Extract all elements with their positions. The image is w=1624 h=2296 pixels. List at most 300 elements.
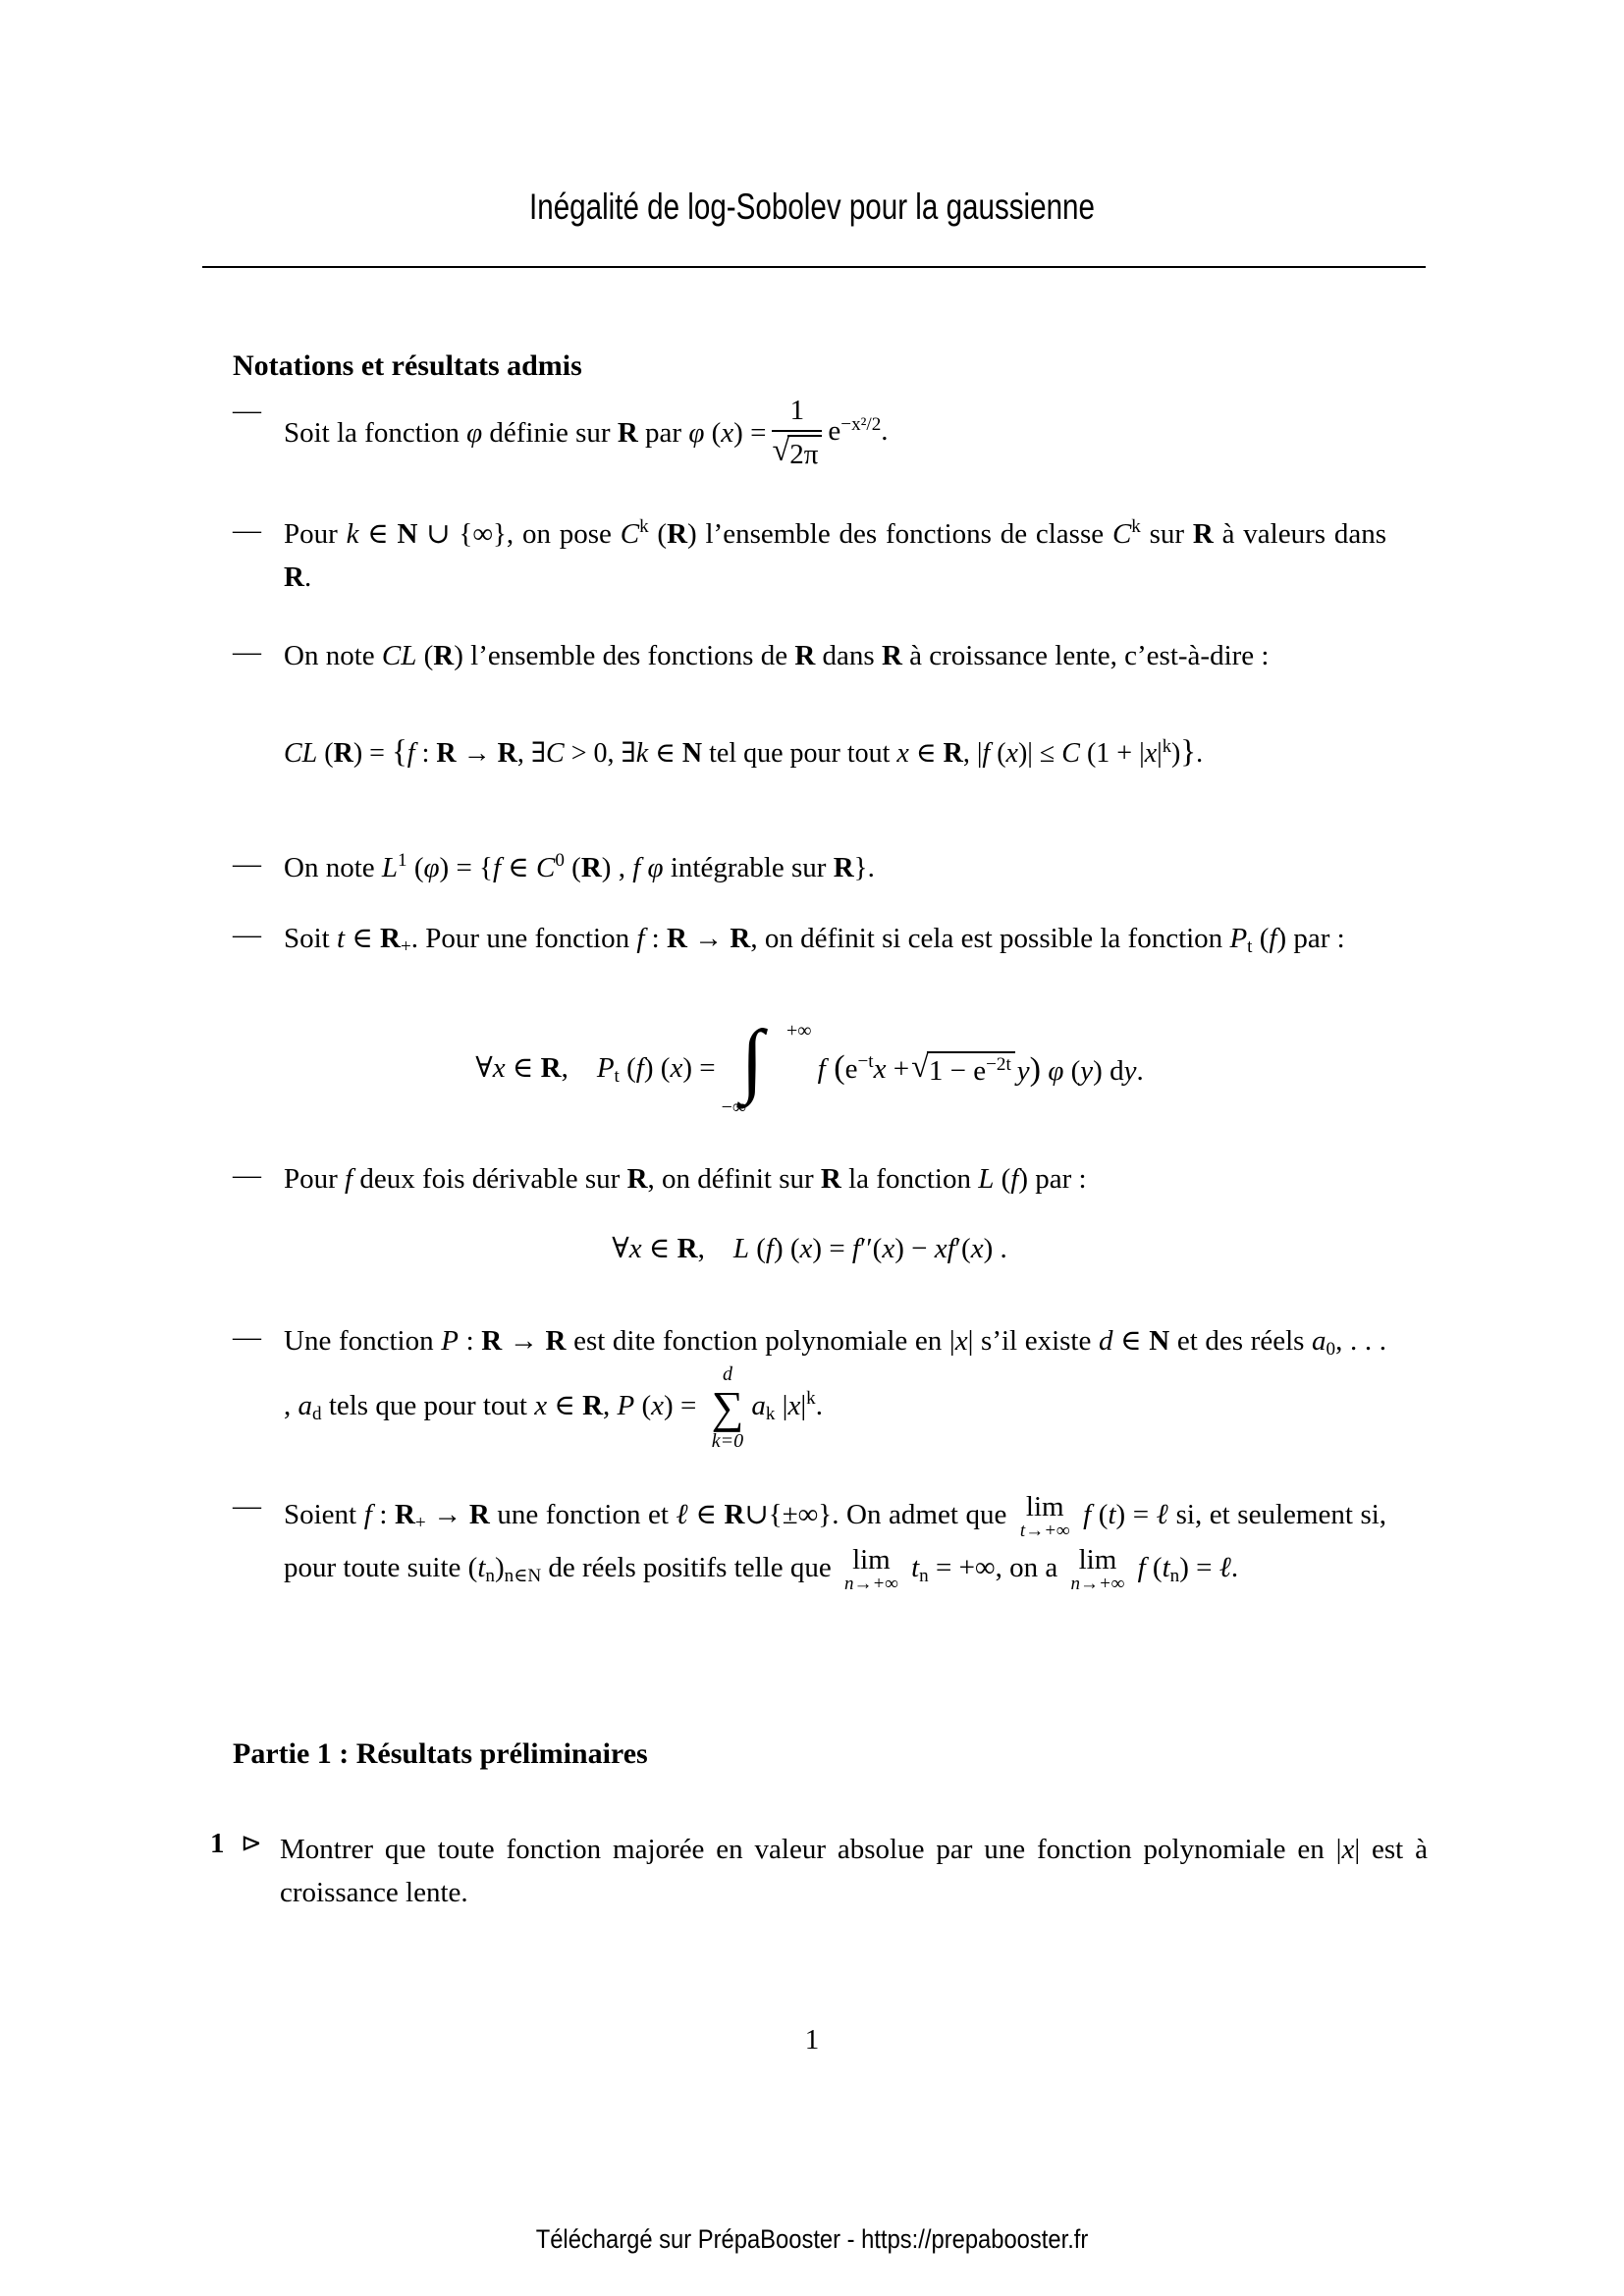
display-equation-cl [284, 732, 1428, 775]
text-run: R [540, 1052, 562, 1084]
text-run: la fonction [840, 1163, 979, 1195]
notation-item-pt [233, 919, 1386, 962]
text-run: à valeurs dans [1213, 518, 1387, 550]
text-run: R [481, 1325, 503, 1357]
text-run: C [546, 738, 565, 769]
text-run: ) = { [439, 852, 493, 883]
text-run: On note [284, 852, 382, 883]
text-run: ( [406, 852, 424, 883]
text-run: R [666, 923, 687, 954]
page-number: 1 [804, 2024, 820, 2056]
footer-link[interactable]: Téléchargé sur PrépaBooster - https://prepabooster.fr [535, 2224, 1089, 2254]
text-run: ) [494, 1552, 505, 1583]
text-run: + [886, 1052, 910, 1085]
text-run: t [1162, 1552, 1170, 1583]
text-run: ( [1091, 1499, 1109, 1530]
text-run: ) , [601, 852, 633, 883]
text-run: . [1136, 1054, 1144, 1087]
text-run: R [677, 1233, 698, 1264]
fraction-numerator: 1 [789, 395, 805, 426]
text-run: . [881, 415, 889, 448]
text-run: φ [1048, 1054, 1064, 1087]
text-run: −2t [986, 1053, 1011, 1075]
sum-upper-limit: d [722, 1363, 732, 1385]
text-run: f [363, 1499, 372, 1530]
text-run: . [303, 561, 312, 593]
sum-lower-limit: k=0 [711, 1430, 744, 1453]
text-run: ) = [682, 1052, 716, 1084]
item-dash: — [233, 514, 261, 546]
text-run: y [1080, 1054, 1094, 1087]
text-run: , on définit sur [647, 1163, 821, 1195]
item-text [233, 1321, 1386, 1451]
text-run: ( [416, 640, 434, 671]
text-run: −t [857, 1050, 874, 1072]
text-run: | [800, 1389, 807, 1421]
triangle-marker-icon: ⊳ [241, 1829, 262, 1857]
title-rule [202, 266, 1426, 268]
text-run: t [911, 1552, 920, 1583]
text-run: n [485, 1566, 495, 1587]
item-dash: — [233, 1490, 261, 1522]
text-run: x [882, 1233, 895, 1264]
text-run: ) par : [1276, 923, 1345, 954]
text-run: ( [872, 1233, 883, 1264]
text-run: xf [934, 1233, 955, 1264]
text-run: ∈ [505, 1052, 541, 1084]
text-run: R [724, 1499, 745, 1530]
text-run: Soit [284, 923, 337, 954]
text-run: R [333, 738, 353, 769]
text-run: P [441, 1325, 459, 1357]
text-run: ∈ [358, 518, 398, 550]
item-text [233, 636, 1386, 675]
text-run: R [468, 1499, 490, 1530]
math-text [818, 1048, 909, 1093]
text-run: x [787, 1389, 801, 1421]
text-run: ) par : [1018, 1163, 1087, 1195]
text-run: ( [1145, 1552, 1163, 1583]
text-run: ( [619, 1052, 636, 1084]
text-run: C [1111, 518, 1132, 550]
text-run: L [732, 1233, 749, 1264]
text-run: ′ [954, 1233, 962, 1264]
text-run: R [497, 738, 517, 769]
radical-body: 2π [787, 435, 822, 471]
item-dash: — [233, 919, 261, 950]
text-run: ( [825, 1048, 845, 1086]
limit [1070, 1546, 1124, 1593]
text-run: : [414, 738, 437, 769]
text-run: d [312, 1404, 322, 1425]
display-equation-pt [233, 1013, 1386, 1127]
text-run: x [651, 1389, 665, 1421]
text-run: . [1196, 738, 1204, 769]
text-run: P [617, 1389, 635, 1421]
text-run: , | [962, 738, 983, 769]
text-run: L [381, 852, 399, 883]
text-run: ) = [812, 1233, 852, 1264]
integral-lower-bound: −∞ [721, 1096, 747, 1118]
text-run: R [284, 561, 304, 593]
limit-condition: n→+∞ [1070, 1574, 1125, 1595]
text-run: par [637, 417, 689, 450]
limit-operator: lim [1078, 1544, 1117, 1576]
text-run: ( [1063, 1054, 1081, 1087]
text-run: dans [815, 640, 882, 671]
text-run: R [943, 738, 963, 769]
text-run: | est à croissance lente. [280, 1834, 1428, 1908]
text-run: | [775, 1389, 788, 1421]
text-run: f [406, 738, 415, 769]
math-text [284, 1325, 1387, 1425]
text-run: e [828, 415, 841, 448]
text-run: → [502, 1325, 546, 1357]
text-run: et des réels [1169, 1325, 1313, 1357]
text-run: a [751, 1389, 766, 1421]
text-run: + [400, 936, 411, 958]
text-run: φ [688, 417, 705, 450]
text-run: ) = [733, 417, 767, 450]
fraction [772, 395, 822, 472]
text-run: f [635, 1052, 644, 1084]
text-run: définie sur [482, 417, 618, 450]
notation-item-l1 [233, 848, 1386, 891]
text-run: x [670, 1052, 683, 1084]
math-text [284, 413, 766, 453]
limit-operator: lim [1025, 1491, 1064, 1523]
text-run: ) [1170, 738, 1181, 769]
text-run: ) = [1115, 1499, 1157, 1530]
text-run: f [492, 852, 502, 883]
text-run: (1 + | [1079, 738, 1145, 769]
text-run: R [626, 1163, 648, 1195]
fraction-bar [772, 430, 822, 432]
text-run: , [697, 1233, 733, 1264]
text-run: k [1162, 735, 1171, 756]
text-run: φ [466, 417, 483, 450]
text-run: x [1005, 738, 1018, 769]
text-run: x [1341, 1834, 1355, 1865]
text-run: R [545, 1325, 567, 1357]
radical-sign: √ [772, 433, 790, 469]
text-run: a [298, 1389, 312, 1421]
text-run: Soient [284, 1499, 364, 1530]
question-text [210, 1828, 1428, 1914]
text-run: N [1149, 1325, 1170, 1357]
text-run: ) l’ensemble des fonctions de [454, 640, 795, 671]
text-run: CL [284, 738, 318, 769]
text-run: C [1061, 738, 1080, 769]
text-run: f [817, 1052, 826, 1085]
text-run: | s’il existe [967, 1325, 1099, 1357]
text-run: → [425, 1499, 469, 1530]
text-run: ) l’ensemble des fonctions de classe [687, 518, 1112, 550]
notation-item-limites [233, 1490, 1386, 1596]
text-run: e [844, 1052, 858, 1085]
text-run: CL [381, 640, 417, 671]
text-run: , [561, 1052, 597, 1084]
text-run: R [1192, 518, 1214, 550]
text-run: x [873, 1052, 887, 1085]
fraction-denominator [772, 435, 822, 471]
text-run: R [582, 1389, 604, 1421]
text-run: ℓ [1156, 1499, 1169, 1530]
text-run: x [721, 417, 734, 450]
integral-sign: ∫ [740, 1014, 764, 1105]
text-run: ) = [1179, 1552, 1219, 1583]
text-run: R [730, 923, 751, 954]
radical-body [927, 1051, 1015, 1088]
text-run: ) ( [643, 1052, 671, 1084]
notation-item-polynomiale [233, 1321, 1386, 1451]
text-run: y [1016, 1054, 1030, 1087]
text-run: R [794, 640, 816, 671]
text-run: Une fonction [284, 1325, 442, 1357]
text-run: → [456, 738, 498, 769]
item-dash: — [233, 848, 261, 880]
text-run: 0 [555, 850, 565, 872]
text-run: ( [961, 1233, 971, 1264]
limit-condition: n→+∞ [843, 1574, 898, 1595]
text-run: : [371, 1499, 395, 1530]
text-run: ∈ [641, 1233, 677, 1264]
text-run: { [391, 734, 407, 770]
text-run: 1 − e [928, 1055, 987, 1088]
section-heading-notations: Notations et résultats admis [233, 349, 582, 382]
text-run: ) [1029, 1050, 1042, 1088]
text-run: k [1131, 516, 1141, 538]
text-run: R [380, 923, 401, 954]
text-run: deux fois dérivable sur [352, 1163, 627, 1195]
item-dash: — [233, 1159, 261, 1191]
text-run: )| ≤ [1017, 738, 1062, 769]
text-run: intégrable sur [663, 852, 834, 883]
text-run: de réels positifs telle que [541, 1552, 832, 1583]
text-run: ( [564, 852, 581, 883]
text-run: t [337, 923, 346, 954]
text-run: : [644, 923, 667, 954]
text-run: ∀ [612, 1233, 629, 1264]
item-dash: — [233, 395, 261, 426]
integral-upper-bound: +∞ [786, 1020, 812, 1041]
text-run: ∈ [908, 738, 944, 769]
section-heading-partie1: Partie 1 : Résultats préliminaires [233, 1737, 648, 1770]
text-run: φ [423, 852, 440, 883]
item-text [233, 919, 1386, 962]
text-run: k [346, 518, 359, 550]
text-run: = +∞, on a [928, 1552, 1058, 1583]
text-run: 1 [398, 850, 407, 872]
text-run: ( [1252, 923, 1270, 954]
text-run: Pour [284, 1163, 346, 1195]
text-run: tel que pour tout [702, 738, 897, 769]
text-run: d [1099, 1325, 1113, 1357]
text-run: k [806, 1388, 816, 1410]
text-run: ) ( [773, 1233, 800, 1264]
text-run: ∈ [501, 852, 537, 883]
text-run: Soit la fonction [284, 417, 467, 450]
limit [1020, 1493, 1070, 1540]
math-text [751, 1388, 823, 1425]
text-run: f [636, 923, 645, 954]
text-run: f [1083, 1499, 1092, 1530]
notation-item-lf [233, 1159, 1386, 1199]
text-run: . Pour une fonction [410, 923, 637, 954]
text-run: R [394, 1499, 415, 1530]
text-run: , on définit si cela est possible la fonction [750, 923, 1230, 954]
text-run: R [667, 518, 688, 550]
limit [844, 1546, 898, 1593]
math-text [828, 411, 888, 454]
text-run: si, et seulement si, pour toute suite ( [284, 1499, 1387, 1583]
text-run: P [1229, 923, 1248, 954]
text-run: R [617, 417, 638, 450]
text-run: → [686, 923, 731, 954]
text-run: Pour [284, 518, 347, 550]
item-text [233, 1490, 1386, 1596]
text-run: }. [853, 852, 875, 883]
text-run: sur [1140, 518, 1193, 550]
text-run: R [436, 738, 457, 769]
text-run: ∈ [547, 1389, 583, 1421]
text-run: ( [990, 738, 1006, 769]
text-run: R [881, 640, 902, 671]
text-run: On note [284, 640, 382, 671]
text-run: est dite fonction polynomiale en | [566, 1325, 955, 1357]
math-text [1017, 1050, 1144, 1091]
text-run: ( [994, 1163, 1011, 1195]
text-run: ( [634, 1389, 652, 1421]
text-run: C [620, 518, 640, 550]
sum-sign: ∑ [711, 1382, 744, 1432]
text-run: x [954, 1325, 968, 1357]
text-run: −x²/2 [840, 413, 882, 435]
text-run: t [1247, 936, 1253, 958]
text-run: 0 [1326, 1339, 1336, 1361]
text-run: à croissance lente, c’est-à-dire : [901, 640, 1270, 671]
text-run: } [1180, 734, 1197, 770]
text-run: f φ [632, 852, 664, 883]
text-run: L [978, 1163, 995, 1195]
text-run: n∈N [504, 1566, 542, 1587]
text-run: ) = [352, 738, 392, 769]
text-run: x [534, 1389, 548, 1421]
text-run: f [345, 1163, 353, 1195]
text-run: f [1269, 923, 1277, 954]
text-run: tels que pour tout [321, 1389, 535, 1421]
math-text [284, 1499, 1007, 1534]
text-run: x [799, 1233, 813, 1264]
text-run: ∈ [687, 1499, 725, 1530]
text-run: N [397, 518, 418, 550]
text-run: f [1137, 1552, 1146, 1583]
text-run: ) − [894, 1233, 935, 1264]
text-run: n [1169, 1566, 1180, 1587]
notation-item-phi-definition [233, 395, 1386, 472]
text-run: ∀ [475, 1052, 493, 1084]
text-run: k [639, 516, 649, 538]
text-run: ℓ [1218, 1552, 1231, 1583]
text-run: C [536, 852, 556, 883]
text-run: + [414, 1513, 426, 1534]
item-text [233, 514, 1386, 597]
text-run: f [1010, 1163, 1019, 1195]
text-run: . [815, 1389, 823, 1421]
math-text [475, 1048, 715, 1092]
text-run: N [681, 738, 703, 769]
text-run: a [1312, 1325, 1326, 1357]
item-text [233, 848, 1386, 891]
question-1 [210, 1828, 1428, 1914]
item-dash: — [233, 636, 261, 667]
text-run: x [896, 738, 909, 769]
text-run: k [635, 738, 649, 769]
limit-operator: lim [852, 1544, 891, 1576]
text-run: t [477, 1552, 486, 1583]
text-run: ∪ {∞}, on pose [417, 518, 621, 550]
text-run: x [628, 1233, 642, 1264]
text-run: R [833, 852, 854, 883]
text-run: f [851, 1233, 860, 1264]
item-text [233, 1159, 1386, 1199]
text-run: ∪{±∞}. On admet que [744, 1499, 1007, 1530]
notation-item-cl [233, 636, 1386, 675]
math-text [911, 1552, 1058, 1587]
text-run: . [1230, 1552, 1239, 1583]
text-run: k [765, 1404, 776, 1425]
summation [712, 1364, 744, 1451]
limit-condition: t→+∞ [1019, 1521, 1070, 1542]
text-run: y [1123, 1054, 1137, 1087]
notation-item-ck [233, 514, 1386, 597]
text-run: , [603, 1389, 618, 1421]
radical-sign: √ [911, 1049, 929, 1086]
item-dash: — [233, 1321, 261, 1353]
text-run: x [970, 1233, 984, 1264]
item-text [233, 395, 1386, 472]
text-run: ) = [664, 1389, 704, 1421]
text-run: R [580, 852, 602, 883]
text-run: ( [317, 738, 334, 769]
math-text [1137, 1552, 1239, 1587]
text-run: ℓ [676, 1499, 688, 1530]
text-run: P [596, 1052, 615, 1084]
text-run: ∈ [648, 738, 682, 769]
display-equation-lf [233, 1229, 1386, 1268]
text-run: x [492, 1052, 506, 1084]
document-title: Inégalité de log-Sobolev pour la gaussienne [529, 187, 1095, 227]
text-run: ) d [1093, 1054, 1124, 1087]
text-run: R [433, 640, 455, 671]
text-run: , ∃ [516, 738, 547, 769]
text-run: ) . [983, 1233, 1007, 1264]
text-run: f [982, 738, 991, 769]
text-run: R [820, 1163, 841, 1195]
text-run: ( [748, 1233, 766, 1264]
text-run: ′′ [859, 1233, 873, 1264]
text-run: : [458, 1325, 482, 1357]
text-run: | [1157, 738, 1163, 769]
text-run: Montrer que toute fonction majorée en valeur absolue par une fonction polynomiale en | [280, 1834, 1342, 1865]
text-run: n [919, 1566, 929, 1587]
text-run: ∈ [1112, 1325, 1150, 1357]
text-run: une fonction et [489, 1499, 677, 1530]
text-run: t [1108, 1499, 1116, 1530]
text-run: , . . . , [284, 1325, 1387, 1421]
text-run: t [614, 1066, 620, 1088]
text-run: ( [648, 518, 668, 550]
